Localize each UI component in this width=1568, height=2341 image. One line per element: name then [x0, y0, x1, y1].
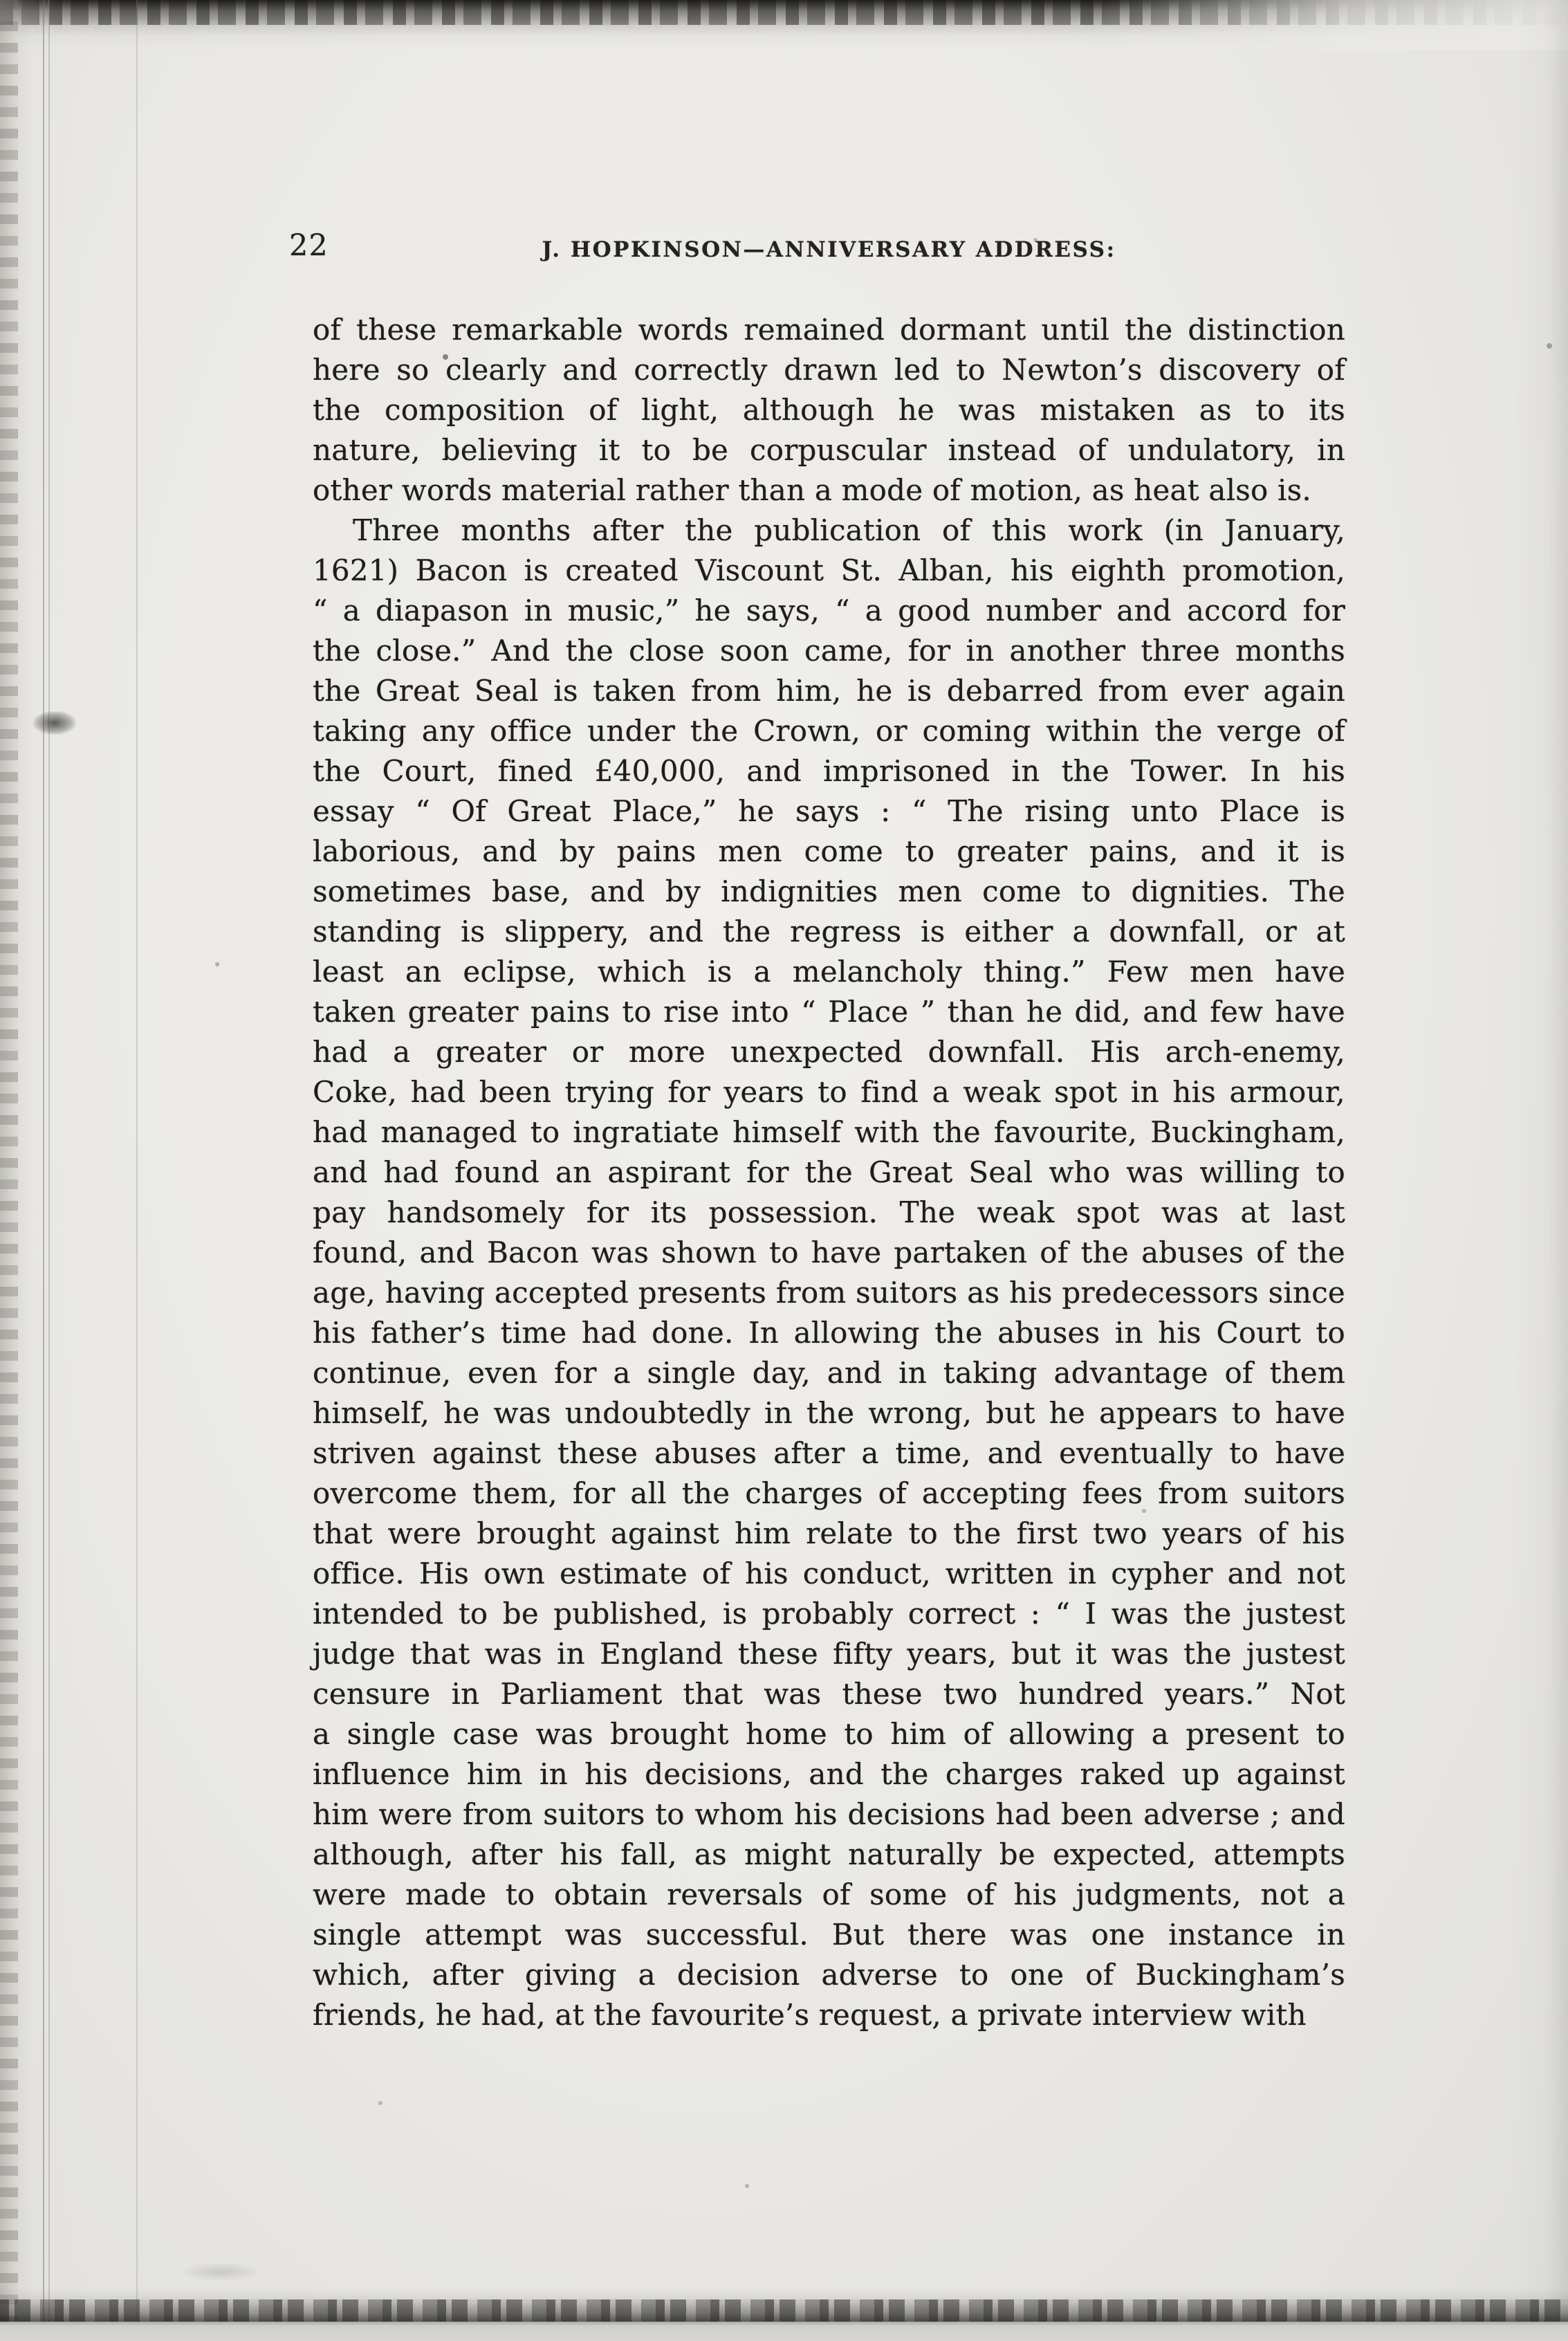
text-line: the Great Seal is taken from him, he is debarred from ever again: [313, 674, 1345, 708]
text-line: sometimes base, and by indignities men come to dignities. The: [313, 874, 1345, 908]
text-line: him were from suitors to whom his decisions had been adverse ; and: [313, 1797, 1345, 1831]
text-line: which, after giving a decision adverse to one of Buckingham’s: [313, 1958, 1345, 1992]
text-line: taken greater pains to rise into “ Place ” than he did, and few have: [313, 995, 1345, 1029]
page-right-edge: [1513, 0, 1568, 2341]
text-line: “ a diapason in music,” he says, “ a good number and accord for: [313, 594, 1345, 627]
text-line: although, after his fall, as might naturally be expected, attempts: [313, 1837, 1345, 1871]
text-line: had managed to ingratiate himself with the favourite, Buckingham,: [313, 1115, 1345, 1149]
text-line: himself, he was undoubtedly in the wrong, but he appears to have: [313, 1396, 1345, 1430]
text-line: a single case was brought home to him of allowing a present to: [313, 1717, 1345, 1751]
page-edge-line: [43, 0, 51, 2341]
text-line: influence him in his decisions, and the charges raked up against: [313, 1757, 1345, 1791]
text-line: laborious, and by pains men come to greater pains, and it is: [313, 834, 1345, 868]
paragraph: [313, 511, 1345, 2035]
text-line: the close.” And the close soon came, for in another three months: [313, 634, 1345, 668]
text-line: were made to obtain reversals of some of his judgments, not a: [313, 1878, 1345, 1911]
text-line: had a greater or more unexpected downfall. His arch-enemy,: [313, 1035, 1345, 1069]
text-line: standing is slippery, and the regress is either a downfall, or at: [313, 915, 1345, 948]
text-line: office. His own estimate of his conduct, written in cypher and not: [313, 1557, 1345, 1590]
text-line: single attempt was successful. But there was one instance in: [313, 1918, 1345, 1952]
scanner-bed-strip: [0, 2322, 1568, 2341]
text-line: intended to be published, is probably correct : “ I was the justest: [313, 1597, 1345, 1631]
text-line: the composition of light, although he was mistaken as to its: [313, 393, 1345, 427]
text-line: 1621) Bacon is created Viscount St. Alban, his eighth promotion,: [313, 553, 1345, 587]
text-line: nature, believing it to be corpuscular instead of undulatory, in: [313, 433, 1345, 467]
text-line: essay “ Of Great Place,” he says : “ The rising unto Place is: [313, 794, 1345, 828]
ink-blob: [33, 711, 76, 735]
paper-specks: [0, 0, 3, 3]
page-bottom-edge: [0, 2288, 1568, 2326]
text-line: continue, even for a single day, and in taking advantage of them: [313, 1356, 1345, 1390]
text-line: taking any office under the Crown, or coming within the verge of: [313, 714, 1345, 748]
text-line: overcome them, for all the charges of accepting fees from suitors: [313, 1476, 1345, 1510]
text-line: age, having accepted presents from suitors as his predecessors since: [313, 1276, 1345, 1310]
text-line: and had found an aspirant for the Great Seal who was willing to: [313, 1155, 1345, 1189]
paragraph: [313, 310, 1345, 511]
text-line: here so clearly and correctly drawn led to Newton’s discovery of: [313, 353, 1345, 387]
text-line: the Court, fined £40,000, and imprisoned in the Tower. In his: [313, 754, 1345, 788]
text-line: friends, he had, at the favourite’s request, a private interview with: [313, 1998, 1307, 2032]
running-header: J. HOPKINSON—ANNIVERSARY ADDRESS:: [542, 237, 1116, 262]
body-text: [313, 310, 1345, 2035]
text-line: pay handsomely for its possession. The weak spot was at last: [313, 1195, 1345, 1229]
text-line: found, and Bacon was shown to have partaken of the abuses of the: [313, 1236, 1345, 1269]
page-number: 22: [289, 228, 329, 263]
text-line: judge that was in England these fifty years, but it was the justest: [313, 1637, 1345, 1671]
text-line: of these remarkable words remained dormant until the distinction: [313, 313, 1345, 347]
text-line: striven against these abuses after a time, and eventually to have: [313, 1436, 1345, 1470]
gutter-fold-line: [136, 0, 140, 2341]
text-line: least an eclipse, which is a melancholy thing.” Few men have: [313, 955, 1345, 989]
paper-smudge: [180, 2262, 263, 2282]
text-line: Three months after the publication of this work (in January,: [353, 513, 1345, 547]
text-line: his father’s time had done. In allowing the abuses in his Court to: [313, 1316, 1345, 1350]
text-line: that were brought against him relate to the first two years of his: [313, 1516, 1345, 1550]
page-top-edge: [0, 0, 1568, 50]
text-line: other words material rather than a mode of motion, as heat also is.: [313, 473, 1311, 507]
text-line: censure in Parliament that was these two hundred years.” Not: [313, 1677, 1345, 1711]
text-line: Coke, had been trying for years to find a weak spot in his armour,: [313, 1075, 1345, 1109]
page-left-edge: [0, 0, 76, 2341]
